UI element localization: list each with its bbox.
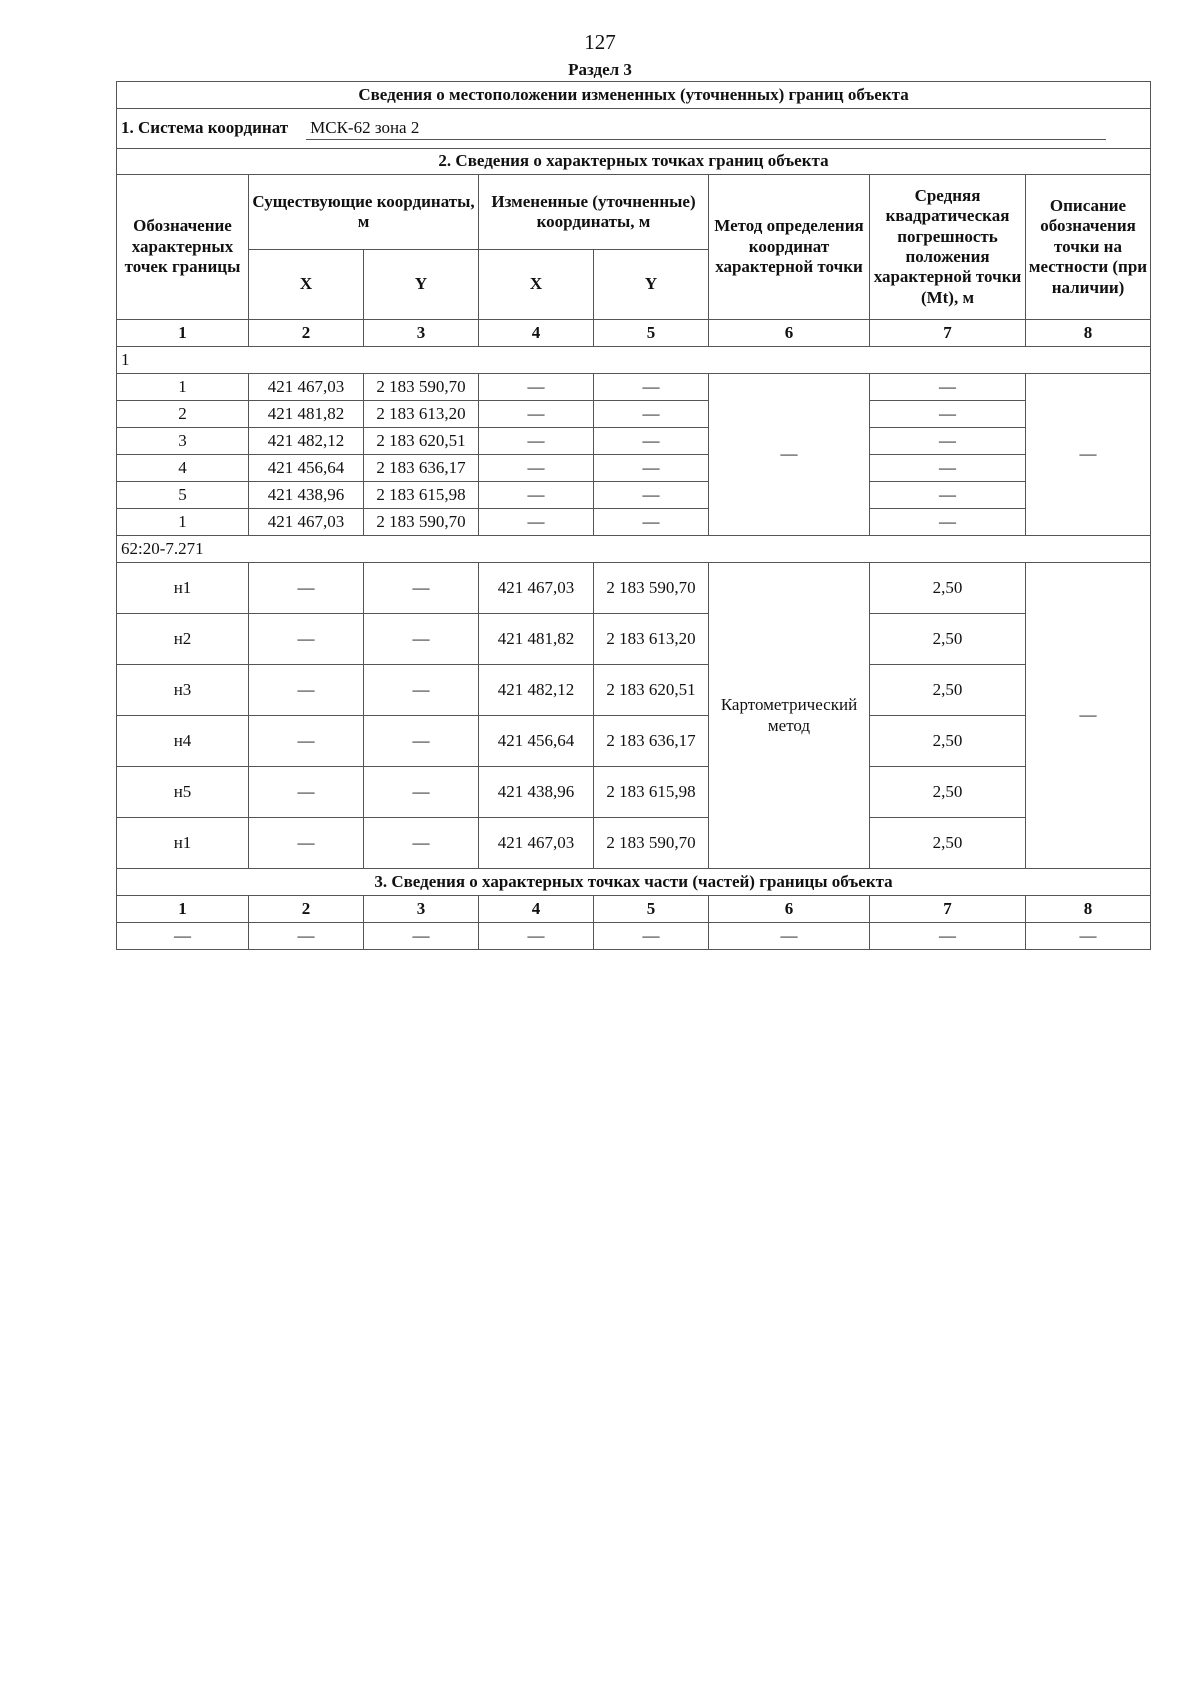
- coordinate-system-value: МСК-62 зона 2: [306, 117, 1106, 140]
- method-cell: —: [709, 374, 870, 536]
- part3-cell: —: [249, 923, 364, 950]
- col-number: 7: [870, 320, 1026, 347]
- col-number: 1: [117, 896, 249, 923]
- changed-x: 421 467,03: [479, 563, 594, 614]
- col-number: 3: [364, 896, 479, 923]
- changed-y: —: [594, 428, 709, 455]
- column-numbers-row: [117, 320, 1151, 347]
- part3-cell: —: [117, 923, 249, 950]
- header-point-designation: Обозначение характерных точек границы: [117, 175, 249, 320]
- existing-y: —: [364, 665, 479, 716]
- col-number: 4: [479, 896, 594, 923]
- header-existing-x: X: [249, 250, 364, 320]
- header-description: Описание обозначения точки на местности (при наличии): [1026, 175, 1151, 320]
- error-cell: —: [870, 509, 1026, 536]
- point-id: н4: [117, 716, 249, 767]
- existing-x: 421 467,03: [249, 509, 364, 536]
- header-existing-coords: Существующие координаты, м: [249, 175, 479, 250]
- table-row: [117, 509, 1151, 536]
- coordinate-system-row: [117, 109, 1151, 149]
- existing-y: —: [364, 614, 479, 665]
- table-row: [117, 455, 1151, 482]
- existing-x: —: [249, 716, 364, 767]
- error-cell: —: [870, 428, 1026, 455]
- part3-cell: —: [1026, 923, 1151, 950]
- table-row: [117, 428, 1151, 455]
- changed-y: 2 183 636,17: [594, 716, 709, 767]
- existing-x: —: [249, 563, 364, 614]
- error-cell: 2,50: [870, 818, 1026, 869]
- existing-y: 2 183 636,17: [364, 455, 479, 482]
- table-row: [117, 923, 1151, 950]
- point-id: н3: [117, 665, 249, 716]
- changed-x: —: [479, 428, 594, 455]
- part3-cell: —: [364, 923, 479, 950]
- col-number: 6: [709, 320, 870, 347]
- col-number: 5: [594, 320, 709, 347]
- changed-y: —: [594, 374, 709, 401]
- changed-x: —: [479, 482, 594, 509]
- existing-y: —: [364, 767, 479, 818]
- changed-x: 421 467,03: [479, 818, 594, 869]
- changed-x: 421 482,12: [479, 665, 594, 716]
- point-id: 1: [117, 509, 249, 536]
- col-number: 8: [1026, 896, 1151, 923]
- changed-y: 2 183 590,70: [594, 563, 709, 614]
- table-row: [117, 818, 1151, 869]
- group-label: 1: [117, 347, 1151, 374]
- changed-x: 421 481,82: [479, 614, 594, 665]
- table-row: [117, 614, 1151, 665]
- point-id: 5: [117, 482, 249, 509]
- table-row: [117, 401, 1151, 428]
- changed-y: 2 183 615,98: [594, 767, 709, 818]
- error-cell: 2,50: [870, 614, 1026, 665]
- changed-x: —: [479, 509, 594, 536]
- coordinate-system-label: 1. Система координат: [121, 118, 289, 137]
- header-method: Метод определения координат характерной точки: [709, 175, 870, 320]
- point-id: 3: [117, 428, 249, 455]
- part3-cell: —: [870, 923, 1026, 950]
- col-number: 5: [594, 896, 709, 923]
- error-cell: —: [870, 374, 1026, 401]
- error-cell: 2,50: [870, 563, 1026, 614]
- part3-cell: —: [594, 923, 709, 950]
- header-changed-y: Y: [594, 250, 709, 320]
- col-number: 7: [870, 896, 1026, 923]
- existing-x: 421 481,82: [249, 401, 364, 428]
- part3-cell: —: [479, 923, 594, 950]
- changed-y: —: [594, 482, 709, 509]
- existing-y: 2 183 613,20: [364, 401, 479, 428]
- part2-title: 2. Сведения о характерных точках границ объекта: [117, 149, 1151, 175]
- changed-y: —: [594, 455, 709, 482]
- existing-y: 2 183 590,70: [364, 374, 479, 401]
- point-id: н5: [117, 767, 249, 818]
- header-changed-x: X: [479, 250, 594, 320]
- error-cell: —: [870, 455, 1026, 482]
- point-id: 2: [117, 401, 249, 428]
- existing-x: —: [249, 818, 364, 869]
- table-row: [117, 374, 1151, 401]
- page-number: 127: [584, 30, 616, 54]
- changed-y: —: [594, 509, 709, 536]
- col-number: 8: [1026, 320, 1151, 347]
- existing-x: 421 482,12: [249, 428, 364, 455]
- point-id: н2: [117, 614, 249, 665]
- existing-x: —: [249, 614, 364, 665]
- error-cell: 2,50: [870, 716, 1026, 767]
- changed-y: 2 183 613,20: [594, 614, 709, 665]
- group-label: 62:20-7.271: [117, 536, 1151, 563]
- point-id: н1: [117, 818, 249, 869]
- point-id: 1: [117, 374, 249, 401]
- changed-x: 421 438,96: [479, 767, 594, 818]
- table-row: [117, 665, 1151, 716]
- part3-cell: —: [709, 923, 870, 950]
- error-cell: —: [870, 482, 1026, 509]
- changed-y: 2 183 620,51: [594, 665, 709, 716]
- error-cell: —: [870, 401, 1026, 428]
- header-changed-coords: Измененные (уточненные) координаты, м: [479, 175, 709, 250]
- table-row: [117, 563, 1151, 614]
- existing-y: 2 183 620,51: [364, 428, 479, 455]
- table-row: [117, 482, 1151, 509]
- existing-x: 421 456,64: [249, 455, 364, 482]
- part3-title: 3. Сведения о характерных точках части (частей) границы объекта: [117, 869, 1151, 896]
- boundary-table: [116, 81, 1151, 950]
- method-cell: Картометрический метод: [709, 563, 870, 869]
- col-number: 6: [709, 896, 870, 923]
- column-numbers-row: [117, 896, 1151, 923]
- changed-x: —: [479, 455, 594, 482]
- existing-x: 421 438,96: [249, 482, 364, 509]
- existing-y: 2 183 615,98: [364, 482, 479, 509]
- table-title: Сведения о местоположении измененных (уточненных) границ объекта: [117, 82, 1151, 109]
- point-id: 4: [117, 455, 249, 482]
- table-row: [117, 767, 1151, 818]
- table-row: [117, 716, 1151, 767]
- changed-x: —: [479, 374, 594, 401]
- changed-y: 2 183 590,70: [594, 818, 709, 869]
- existing-x: —: [249, 665, 364, 716]
- description-cell: —: [1026, 374, 1151, 536]
- col-number: 2: [249, 320, 364, 347]
- existing-x: —: [249, 767, 364, 818]
- header-existing-y: Y: [364, 250, 479, 320]
- existing-y: —: [364, 818, 479, 869]
- col-number: 4: [479, 320, 594, 347]
- existing-y: —: [364, 716, 479, 767]
- col-number: 1: [117, 320, 249, 347]
- point-id: н1: [117, 563, 249, 614]
- description-cell: —: [1026, 563, 1151, 869]
- existing-y: 2 183 590,70: [364, 509, 479, 536]
- col-number: 3: [364, 320, 479, 347]
- header-error: Средняя квадратическая погрешность положения характерной точки (Mt), м: [870, 175, 1026, 320]
- col-number: 2: [249, 896, 364, 923]
- changed-x: —: [479, 401, 594, 428]
- error-cell: 2,50: [870, 767, 1026, 818]
- changed-y: —: [594, 401, 709, 428]
- changed-x: 421 456,64: [479, 716, 594, 767]
- existing-y: —: [364, 563, 479, 614]
- existing-x: 421 467,03: [249, 374, 364, 401]
- error-cell: 2,50: [870, 665, 1026, 716]
- section-title: Раздел 3: [568, 60, 632, 79]
